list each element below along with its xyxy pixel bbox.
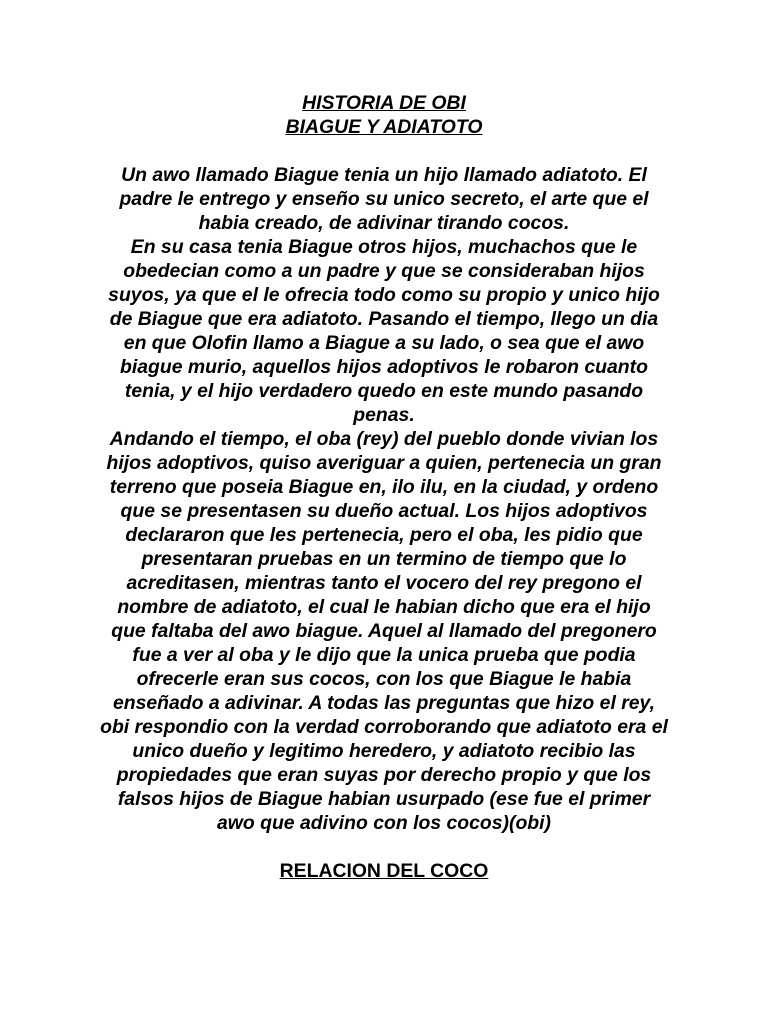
blank-line (100, 835, 668, 859)
paragraph-2: En su casa tenia Biague otros hijos, muchachos que le obedecian como a un padre y que se consideraban hijos suyos, ya que el le ofrecia todo como su propio y unico hijo de Biague que era adiatoto. Pasando el tiempo, llego un dia en que Olofin llamo a Biague a su lado, o sea que el awo biague murio, aquellos hijos adoptivos le robaron cuanto tenia, y el hijo verdadero quedo en este mundo pasando penas. (108, 236, 660, 426)
section-heading: RELACION DEL COCO (279, 860, 489, 882)
blank-line (100, 139, 668, 163)
paragraph-3: Andando el tiempo, el oba (rey) del pueblo donde vivian los hijos adoptivos, quiso averiguar a quien, pertenecia un gran terreno que poseia Biague en, ilo ilu, en la ciudad, y ordeno que se presentasen su dueño actual. Los hijos adoptivos declararon que les pertenecia, pero el oba, les pidio que presentaran pruebas en un termino de tiempo que lo acreditasen, mientras tanto el vocero del rey pregono el nombre de adiatoto, el cual le habian dicho que era el hijo que faltaba del awo biague. Aquel al llamado del pregonero fue a ver al oba y le dijo que la unica prueba que podia ofrecerle eran sus cocos, con los que Biague le habia enseñado a adivinar. A todas las preguntas que hizo el rey, obi respondio con la verdad corroborando que adiatoto era el unico dueño y legitimo heredero, y adiatoto recibio las propiedades que eran suyas por derecho propio y que los falsos hijos de Biague habian usurpado (ese fue el primer awo que adivino con los cocos)(obi) (100, 428, 668, 834)
document-title-line-2: BIAGUE Y ADIATOTO (285, 116, 483, 138)
document-title-line-1: HISTORIA DE OBI (302, 92, 466, 114)
paragraph-1: Un awo llamado Biague tenia un hijo llamado adiatoto. El padre le entrego y enseño su unico secreto, el arte que el habia creado, de adivinar tirando cocos. (119, 164, 649, 234)
document-body (100, 91, 668, 883)
